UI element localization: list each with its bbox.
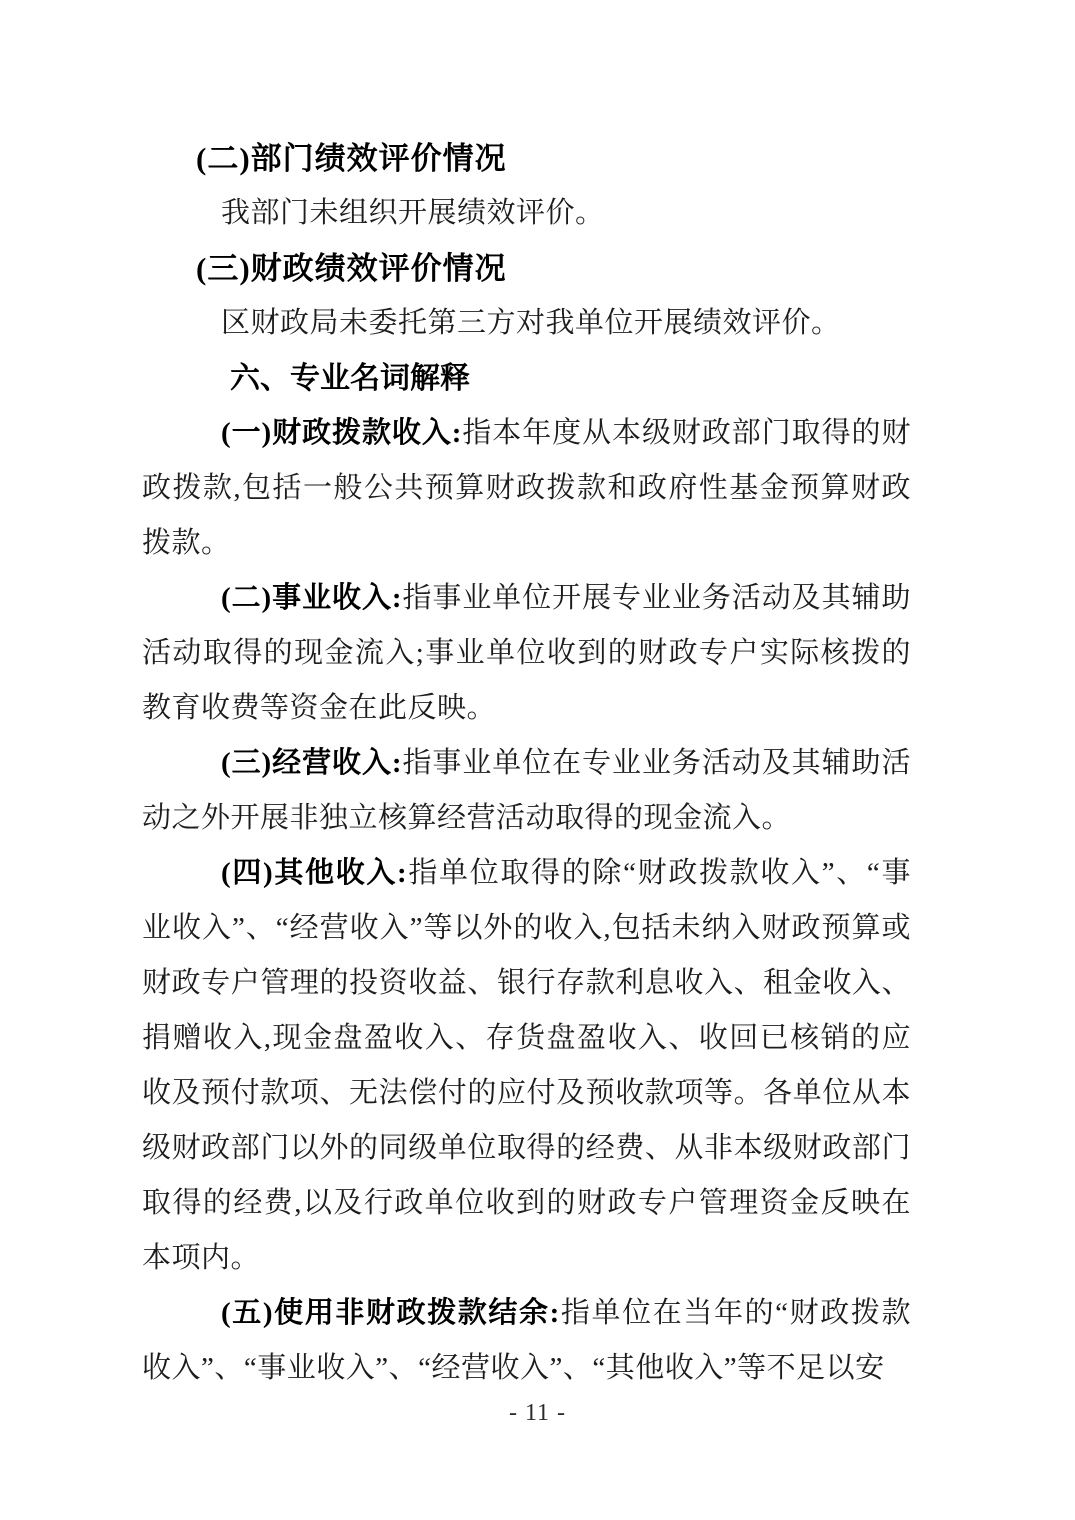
paragraph-dept-performance-eval: 我部门未组织开展绩效评价。: [221, 197, 605, 229]
page-number: - 11 -: [508, 1400, 567, 1426]
term-non-fiscal-balance: [142, 1286, 911, 1396]
term-lead-business-income: (二)事业收入:: [221, 582, 403, 614]
term-business-income: [142, 571, 911, 736]
term-text-operating-income: 指事业单位在专业业务活动及其辅助活动之外开展非独立核算经营活动取得的现金流入。: [142, 747, 911, 834]
term-lead-other-income: (四)其他收入:: [221, 857, 408, 889]
term-text-non-fiscal-balance: 指单位在当年的“财政拨款收入”、“事业收入”、“经营收入”、“其他收入”等不足以安: [142, 1297, 911, 1384]
term-text-business-income: 指事业单位开展专业业务活动及其辅助活动取得的现金流入;事业单位收到的财政专户实际核拨的教育收费等资金在此反映。: [142, 582, 911, 724]
term-other-income: [142, 846, 911, 1286]
term-operating-income: [142, 736, 911, 846]
term-lead-non-fiscal-balance: (五)使用非财政拨款结余:: [221, 1297, 560, 1329]
section-heading-fiscal-performance-eval: (三)财政绩效评价情况: [196, 251, 507, 286]
section-heading-dept-performance-eval: (二)部门绩效评价情况: [196, 141, 507, 176]
document-body: [142, 131, 911, 1396]
paragraph-fiscal-performance-eval: 区财政局未委托第三方对我单位开展绩效评价。: [221, 307, 841, 339]
section-heading-terminology: 六、专业名词解释: [230, 362, 470, 395]
term-lead-fiscal-appropriation-income: (一)财政拨款收入:: [221, 417, 462, 449]
term-text-fiscal-appropriation-income: 指本年度从本级财政部门取得的财政拨款,包括一般公共预算财政拨款和政府性基金预算财政拨款。: [142, 417, 911, 559]
term-fiscal-appropriation-income: [142, 406, 911, 571]
term-text-other-income: 指单位取得的除“财政拨款收入”、“事业收入”、“经营收入”等以外的收入,包括未纳入财政预算或财政专户管理的投资收益、银行存款利息收入、租金收入、捐赠收入,现金盘盈收入、存货盘盈收入、收回已核销的应收及预付款项、无法偿付的应付及预收款项等。各单位从本级财政部门以外的同级单位取得的经费、从非本级财政部门取得的经费,以及行政单位收到的财政专户管理资金反映在本项内。: [142, 857, 911, 1274]
term-lead-operating-income: (三)经营收入:: [221, 747, 403, 779]
